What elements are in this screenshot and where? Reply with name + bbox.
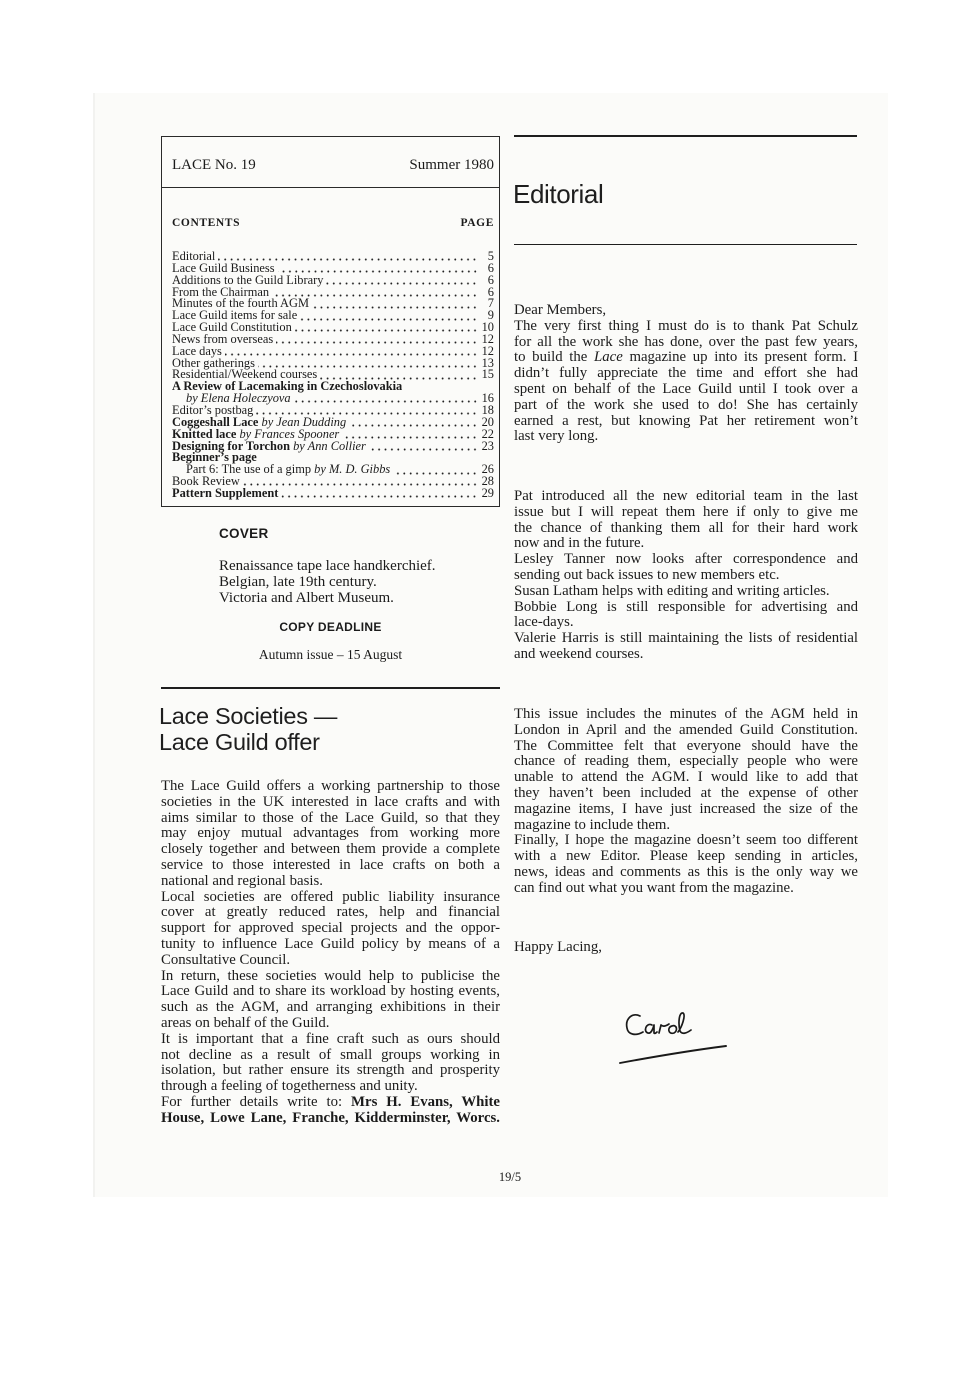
signature	[612, 1005, 732, 1071]
contents-entry-title: Additions to the Guild Library	[172, 272, 324, 287]
text-line: Finally, I hope the magazine doesn’t seem too different	[514, 833, 858, 849]
contents-entry-author: by Jean Dudding	[261, 414, 347, 429]
text-line: with a new Editor. Please keep sending in articles,	[514, 849, 858, 865]
contents-entry-author: by Frances Spooner	[239, 426, 340, 441]
closing-line: Happy Lacing,	[514, 940, 602, 955]
editorial-heading: Editorial	[513, 179, 604, 209]
leader-dots	[369, 448, 478, 451]
text-line: spent on behalf of the Lace Guild until I took over a	[514, 381, 858, 397]
leader-dots	[349, 424, 478, 427]
text-line: through a feeling of togetherness and unity.	[161, 1079, 418, 1095]
text-line: now and in the future.	[514, 536, 645, 552]
contents-entry-page: 28	[481, 474, 494, 489]
editorial-paragraph-1	[514, 303, 858, 445]
contents-entry-title: Lace Guild Business	[172, 260, 275, 275]
contents-entry-title: From the Chairman	[172, 284, 270, 299]
contents-entry-page: 6	[487, 272, 494, 287]
text-line: issue but I will repeat them here if only to give me	[514, 504, 858, 520]
contents-entry-page: 12	[481, 343, 494, 358]
contents-entry-page: 6	[487, 284, 494, 299]
text-line: can find out what you want from the magazine.	[514, 880, 794, 896]
text-line: closely together and between them provide a complete	[161, 842, 500, 858]
text-line: Susan Latham helps with editing and writing articles.	[514, 583, 830, 599]
contents-entry-author: by Ann Collier	[293, 438, 366, 453]
contents-entry-title: Residential/Weekend courses	[172, 367, 318, 382]
text-line: earned a rest, but knowing Pat her retirement won’t	[514, 413, 858, 429]
lace-societies-body	[161, 779, 500, 1127]
leader-dots	[281, 495, 478, 498]
contents-entry-title: Editorial	[172, 249, 216, 263]
cover-caption	[219, 558, 489, 606]
leader-dots	[312, 306, 478, 309]
contents-entry-title: Book Review	[172, 474, 240, 489]
contents-entry-page: 13	[481, 355, 494, 370]
cover-caption-line: Belgian, late 19th century.	[219, 574, 377, 590]
leader-dots	[294, 400, 478, 403]
text-line: Lesley Tanner now looks after correspondence and	[514, 552, 858, 568]
text-fragment: to build the	[514, 350, 588, 366]
text-line	[514, 350, 858, 366]
text-line: part of the work she used to do! She has certainly	[514, 397, 858, 413]
text-line: magazine items, I have just increased the size of the	[514, 801, 858, 817]
contents-entry-page: 7	[487, 296, 494, 311]
text-line: Local societies are offered public liability insurance	[161, 889, 500, 905]
contents-entry-title: Other gatherings	[172, 355, 255, 370]
contents-entry-title: News from overseas	[172, 331, 274, 346]
contents-entry-page: 16	[481, 391, 494, 406]
text-line: lace-days.	[514, 615, 574, 631]
magazine-title: Lace	[594, 350, 623, 366]
editorial-closing	[514, 940, 858, 956]
text-line: This issue includes the minutes of the AGM held in	[514, 707, 858, 722]
page-label: PAGE	[460, 217, 494, 229]
article-heading-line-2: Lace Guild offer	[159, 729, 320, 755]
cover-caption-line: Victoria and Albert Museum.	[219, 590, 394, 606]
contents-entry-title: Knitted lace	[172, 426, 237, 441]
text-line: cover at greatly reduced rates, help and financial	[161, 905, 500, 921]
page-number: 19/5	[498, 1170, 522, 1184]
text-line: Bobbie Long is still responsible for advertising and	[514, 599, 858, 615]
contents-entry-author: by M. D. Gibbs	[314, 462, 391, 477]
text-line: the chance of thanking them all for their hard work	[514, 520, 858, 536]
issue-season: Summer 1980	[409, 157, 494, 173]
editorial-paragraph-3	[514, 707, 858, 897]
text-line: The Lace Guild offers a working partnership to those	[161, 779, 500, 794]
contents-entry-page: 23	[481, 438, 494, 453]
text-line: last very long.	[514, 429, 599, 445]
text-line: they haven’t been included at the expense of other	[514, 785, 858, 801]
contents-entry-page: 9	[487, 308, 494, 323]
copy-deadline-text: Autumn issue – 15 August	[258, 647, 403, 662]
contents-entry-title: Part 6: The use of a gimp	[186, 462, 312, 477]
leader-dots	[326, 282, 478, 285]
text-line: London in April and the amended Guild Constitution.	[514, 722, 858, 738]
leader-dots	[300, 318, 478, 321]
contents-entry-page: 15	[481, 367, 494, 382]
text-line: areas on behalf of the Guild.	[161, 1015, 330, 1031]
text-line: aims similar to those of the Lace Guild, so that they	[161, 810, 500, 826]
contents-entry-title: Designing for Torchon	[172, 438, 290, 453]
text-line: The very first thing I must do is to thank Pat Schulz	[514, 318, 858, 334]
address-intro: For further details write to:	[161, 1094, 343, 1110]
contents-divider	[162, 187, 499, 188]
contents-entry-page: 29	[481, 485, 494, 500]
text-line: Lace Guild and to share its workload by hosting events,	[161, 984, 500, 1000]
contents-entry-title: Minutes of the fourth AGM	[172, 296, 309, 311]
text-line: and weekend courses.	[514, 646, 644, 662]
contents-entry-page: 10	[481, 320, 494, 335]
article-heading-line-1: Lace Societies —	[159, 703, 338, 729]
contents-list	[172, 251, 494, 500]
text-line: not decline as a result of small groups working in	[161, 1047, 500, 1063]
address-name: Mrs H. Evans, White	[351, 1094, 500, 1110]
contents-box	[161, 136, 500, 507]
contents-entry-title: Editor’s postbag	[172, 402, 254, 417]
section-divider	[161, 687, 500, 689]
text-line: support for approved special projects and the oppor-	[161, 921, 500, 937]
text-line: magazine to include them.	[514, 817, 671, 833]
contents-entry	[172, 485, 494, 500]
contents-label: CONTENTS	[172, 217, 241, 229]
contents-entry-author: by Elena Holeczyova	[186, 391, 291, 406]
text-line: Valerie Harris is still maintaining the lists of residential	[514, 631, 858, 647]
contents-entry-title: Coggeshall Lace	[172, 414, 259, 429]
issue-number: LACE No. 19	[172, 157, 256, 173]
copy-deadline-heading: COPY DEADLINE	[279, 620, 382, 634]
text-line: It is important that a fine craft such as ours should	[161, 1031, 500, 1047]
text-line: societies in the UK interested in lace crafts and with	[161, 794, 500, 810]
text-line: Consultative Council.	[161, 952, 291, 968]
editorial-paragraph-2	[514, 489, 858, 663]
address-line	[161, 1095, 500, 1111]
text-line: news, ideas and comments as this is the only way we	[514, 864, 858, 880]
text-line: Pat introduced all the new editorial team in the last	[514, 489, 858, 504]
salutation: Dear Members,	[514, 303, 607, 318]
contents-header	[172, 155, 494, 175]
editorial-bottom-rule	[514, 244, 857, 245]
text-line: sending out back issues to new members etc.	[514, 567, 780, 583]
text-line: The Committee felt that everyone should have the	[514, 738, 858, 754]
text-line: unable to attend the AGM. I would like to add that	[514, 770, 858, 786]
text-line: tunity to influence Lace Guild policy by means of a	[161, 936, 500, 952]
text-line: such as the AGM, and arranging exhibitions in their	[161, 1000, 500, 1016]
contents-entry-page: 22	[481, 426, 494, 441]
text-line: for all the work she has done, over the past few years,	[514, 334, 858, 350]
text-fragment: magazine up into its present form. I	[629, 350, 858, 366]
contents-entry-title: A Review of Lacemaking in Czechoslovakia	[172, 379, 403, 394]
contents-entry-page: 5	[487, 249, 494, 263]
contents-entry-title: Pattern Supplement	[172, 485, 279, 500]
leader-dots	[276, 341, 478, 344]
contents-entry-page: 12	[481, 331, 494, 346]
contents-entry-title: Lace Guild Constitution	[172, 320, 292, 335]
cover-heading: COVER	[219, 526, 269, 541]
text-line: didn’t fully appreciate the time and effort she had	[514, 366, 858, 382]
text-line: service to those interested in lace crafts on both a	[161, 857, 500, 873]
editorial-top-rule	[514, 135, 857, 137]
contents-entry-page: 18	[481, 402, 494, 417]
text-line: may enjoy mutual advantages from working more	[161, 826, 500, 842]
contents-entry-page: 20	[481, 414, 494, 429]
contents-entry-text	[172, 485, 279, 500]
text-line: isolation, but rather ensure its strength and prosperity	[161, 1063, 500, 1079]
leader-dots	[393, 472, 478, 475]
contents-entry-page: 26	[481, 462, 494, 477]
contents-entry-page: 6	[487, 260, 494, 275]
contents-entry-title: Beginner’s page	[172, 450, 257, 465]
contents-entry-title: Lace days	[172, 343, 222, 358]
contents-labels	[172, 216, 494, 230]
text-line: chance of reading them, especially people who were	[514, 754, 858, 770]
text-line: In return, these societies would help to publicise the	[161, 968, 500, 984]
text-line: national and regional basis.	[161, 873, 323, 889]
leader-dots	[295, 329, 478, 332]
contents-entry-title: Lace Guild items for sale	[172, 308, 298, 323]
cover-caption-line: Renaissance tape lace handkerchief.	[219, 558, 436, 574]
leader-dots	[225, 353, 478, 356]
address-line: House, Lowe Lane, Franche, Kidderminster, Worcs.	[161, 1110, 500, 1126]
